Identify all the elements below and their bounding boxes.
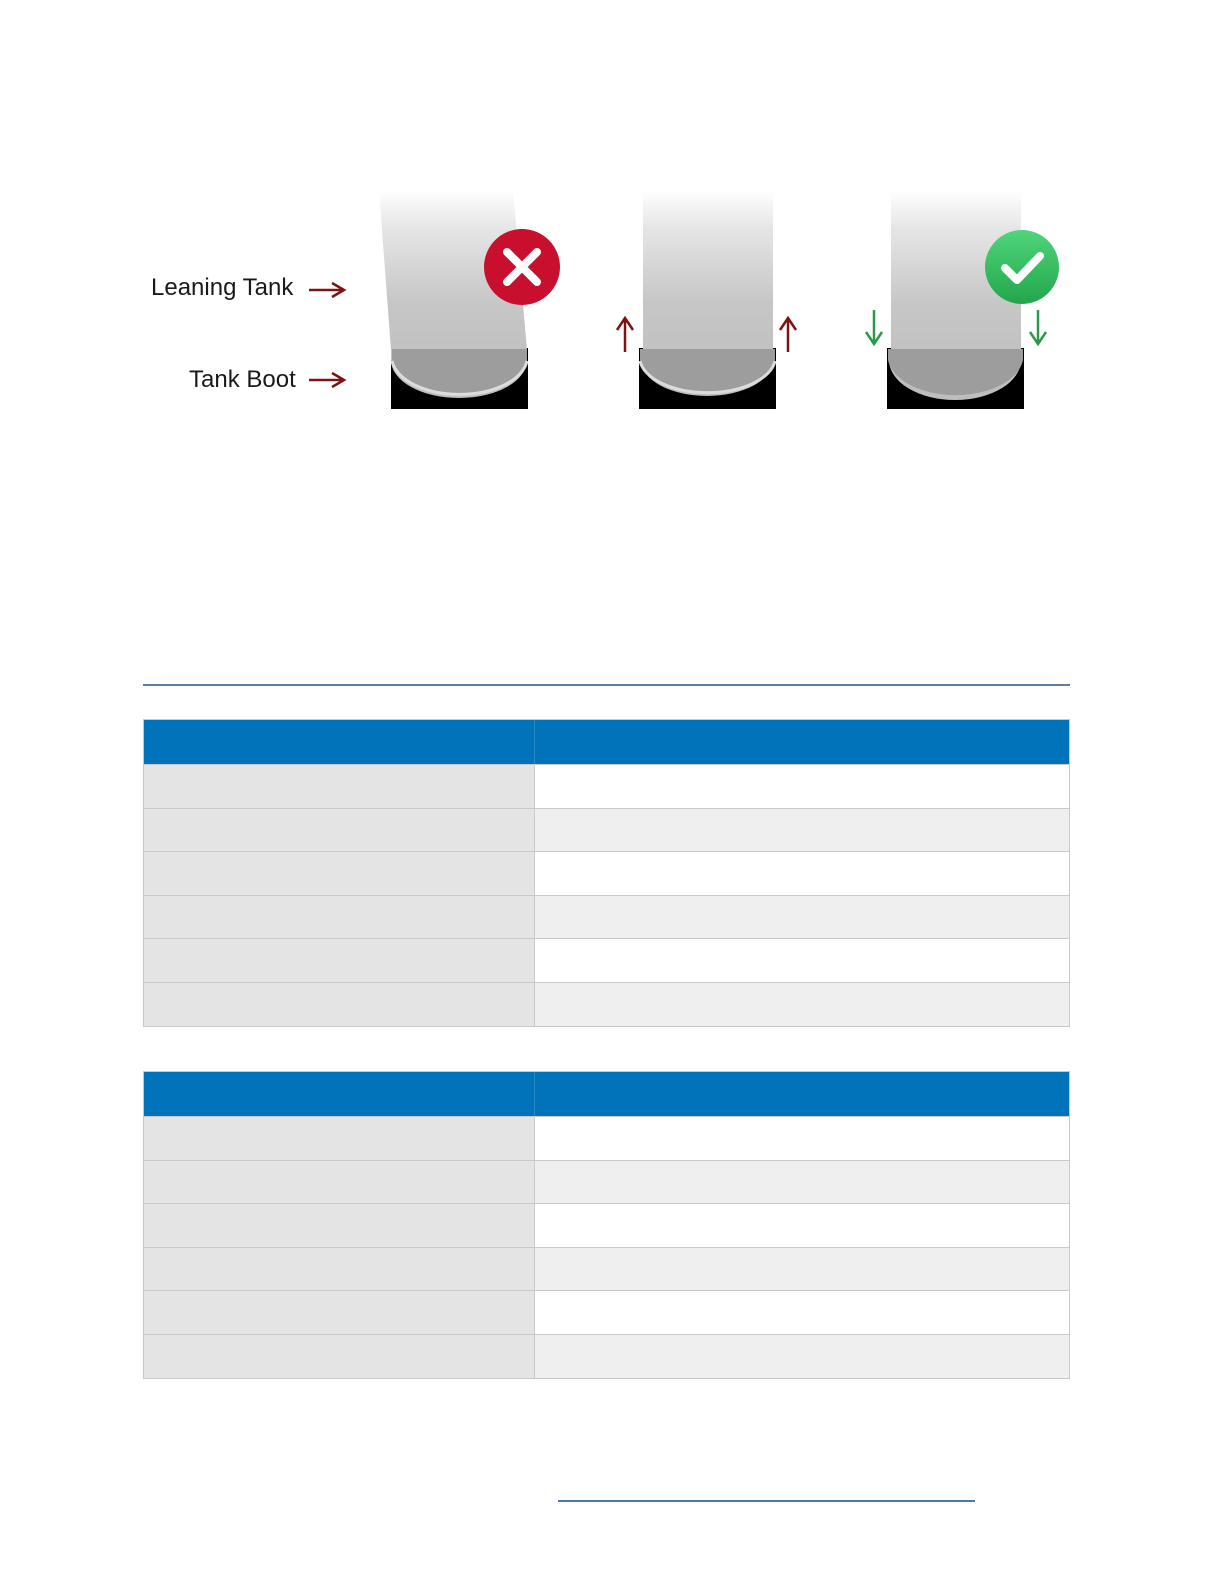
- header-cell: [144, 720, 535, 764]
- panel-leaning-incorrect: [379, 190, 560, 409]
- table-cell: [144, 765, 535, 808]
- down-arrow-icon: [866, 310, 882, 344]
- table-cell: [535, 809, 1069, 852]
- up-arrow-icon: [780, 318, 796, 352]
- tank-boot-label: Tank Boot: [189, 366, 296, 393]
- table-cell: [535, 983, 1069, 1026]
- table-cell: [535, 1161, 1069, 1204]
- down-arrow-icon: [1030, 310, 1046, 344]
- data-table-1: [143, 719, 1070, 1027]
- table-cell: [144, 983, 535, 1026]
- table-row: [144, 1116, 1069, 1160]
- header-cell: [144, 1072, 535, 1116]
- table-cell: [535, 852, 1069, 895]
- table-cell: [535, 1291, 1069, 1334]
- table-cell: [144, 939, 535, 982]
- data-table-2: [143, 1071, 1070, 1379]
- table-cell: [535, 1204, 1069, 1247]
- table-cell: [535, 765, 1069, 808]
- table-row: [144, 1203, 1069, 1247]
- section-divider: [143, 684, 1070, 686]
- check-icon: [985, 230, 1059, 304]
- header-cell: [535, 720, 1069, 764]
- table-cell: [535, 1335, 1069, 1378]
- table-row: [144, 808, 1069, 852]
- table-row: [144, 1334, 1069, 1378]
- leaning-tank-label: Leaning Tank: [151, 274, 294, 301]
- up-arrow-icon: [617, 318, 633, 352]
- table-cell: [144, 1117, 535, 1160]
- table-row: [144, 938, 1069, 982]
- table-row: [144, 1247, 1069, 1291]
- table-row: [144, 764, 1069, 808]
- tank-boot-illustration: [0, 0, 1224, 460]
- table-cell: [144, 1204, 535, 1247]
- table-row: [144, 982, 1069, 1026]
- table-cell: [535, 1117, 1069, 1160]
- table-row: [144, 1290, 1069, 1334]
- table-row: [144, 895, 1069, 939]
- table-cell: [144, 809, 535, 852]
- table-cell: [144, 852, 535, 895]
- header-cell: [535, 1072, 1069, 1116]
- table-cell: [144, 1161, 535, 1204]
- footer-link-underline: [558, 1500, 975, 1502]
- table-cell: [535, 1248, 1069, 1291]
- table-row: [144, 1160, 1069, 1204]
- table-cell: [144, 1291, 535, 1334]
- table-header: [144, 1072, 1069, 1116]
- table-cell: [144, 896, 535, 939]
- right-arrow-icon: [309, 283, 344, 297]
- table-row: [144, 851, 1069, 895]
- table-cell: [144, 1335, 535, 1378]
- panel-lifting: [617, 190, 796, 409]
- table-cell: [144, 1248, 535, 1291]
- x-icon: [484, 229, 560, 305]
- table-cell: [535, 939, 1069, 982]
- right-arrow-icon: [309, 373, 344, 387]
- table-cell: [535, 896, 1069, 939]
- table-header: [144, 720, 1069, 764]
- panel-seated-correct: [866, 190, 1059, 409]
